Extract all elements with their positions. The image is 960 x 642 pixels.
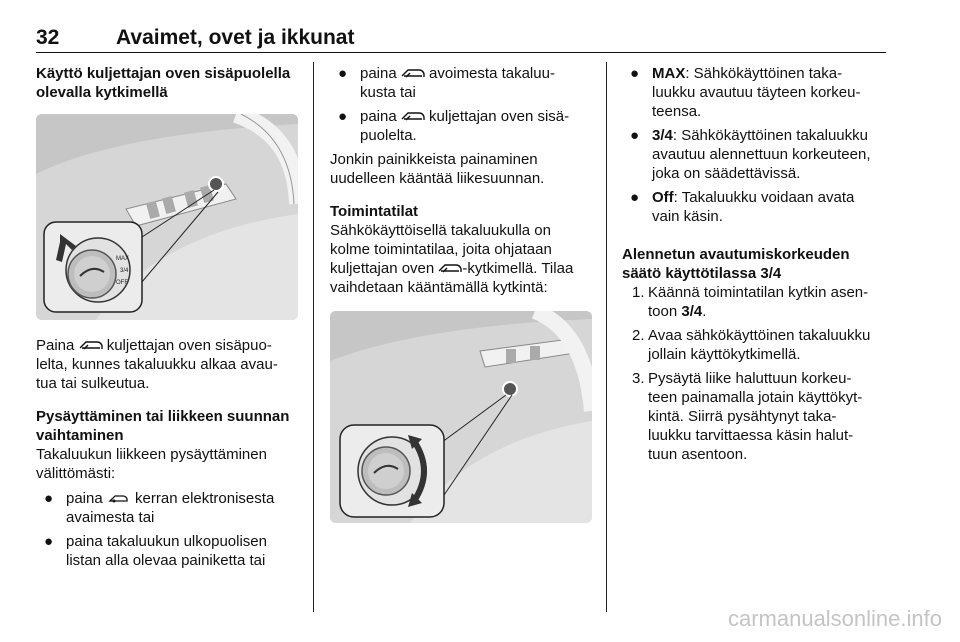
paragraph: Takaluukun liikkeen pysäyttäminen välittömästi: xyxy=(36,446,267,482)
list-item: ● paina avoimesta takaluu- kusta tai xyxy=(338,65,555,101)
switch-rotation-illustration xyxy=(330,311,592,523)
door-switch-illustration xyxy=(36,114,298,320)
tailgate-icon xyxy=(79,339,103,351)
list-item: ● paina kuljettajan oven sisä- puolelta. xyxy=(338,108,570,144)
list-item: ● paina takaluukun ulkopuolisen listan alla olevaa painiketta tai xyxy=(44,533,267,569)
list-item: 3. Pysäytä liike haluttuun korkeu- teen painamalla jotain käyttökyt- kintä. Siirrä pysähtynyt taka- luukku tarvittaessa käsin halut- tuun asentoon. xyxy=(632,370,863,463)
list-item: 2. Avaa sähkökäyttöinen takaluukku jollain käyttökytkimellä. xyxy=(632,327,871,363)
column-3 xyxy=(622,64,888,469)
door-panel-drawing xyxy=(36,114,298,320)
list-item: ● paina kerran elektronisesta avaimesta tai xyxy=(44,490,275,526)
tailgate-icon xyxy=(438,262,462,274)
section-heading: Alennetun avautumiskorkeuden säätö käyttötilassa 3/4 xyxy=(622,246,850,282)
column-1 xyxy=(36,64,298,575)
column-divider xyxy=(313,62,314,612)
column-divider xyxy=(606,62,607,612)
watermark: carmanualsonline.info xyxy=(727,606,942,631)
page-header xyxy=(36,26,886,53)
list-item: ● 3/4: Sähkökäyttöinen takaluukku avautuu alennettuun korkeuteen, joka on säädettävissä. xyxy=(630,127,871,182)
section-heading: Toimintatilat xyxy=(330,203,419,220)
page-title: Avaimet, ovet ja ikkunat xyxy=(116,26,355,49)
tailgate-icon xyxy=(401,110,425,122)
list-item: ● Off: Takaluukku voidaan avata vain käsin. xyxy=(630,189,855,225)
paragraph: Sähkökäyttöisellä takaluukulla on kolme toimintatilaa, joita ohjataan kuljettajan oven -kytkimellä. Tilaa vaihdetaan kääntämällä kytkintä: xyxy=(330,222,574,296)
fig1-max-label: MAX xyxy=(116,256,130,262)
column-2 xyxy=(330,64,592,523)
fig1-off-label: OFF xyxy=(116,280,128,286)
list-item: 1. Käännä toimintatilan kytkin asen- toon 3/4. xyxy=(632,284,869,320)
section-heading: Pysäyttäminen tai liikkeen suunnan vaihtaminen xyxy=(36,408,290,444)
tailgate-icon xyxy=(401,67,425,79)
paragraph: Jonkin painikkeista painaminen uudelleen kääntää liikesuunnan. xyxy=(330,151,545,187)
paragraph: Paina kuljettajan oven sisäpuo- lelta, kunnes takaluukku alkaa avau- tua tai sulkeutua. xyxy=(36,337,278,392)
list-item: ● MAX: Sähkökäyttöinen taka- luukku avautuu täyteen korkeu- teensa. xyxy=(630,65,861,120)
page-number: 32 xyxy=(36,26,60,49)
section-heading: Käyttö kuljettajan oven sisäpuolella olevalla kytkimellä xyxy=(36,65,291,101)
door-panel-drawing xyxy=(330,311,592,523)
fig1-34-label: 3/4 xyxy=(120,268,129,274)
key-tailgate-icon xyxy=(107,492,131,504)
